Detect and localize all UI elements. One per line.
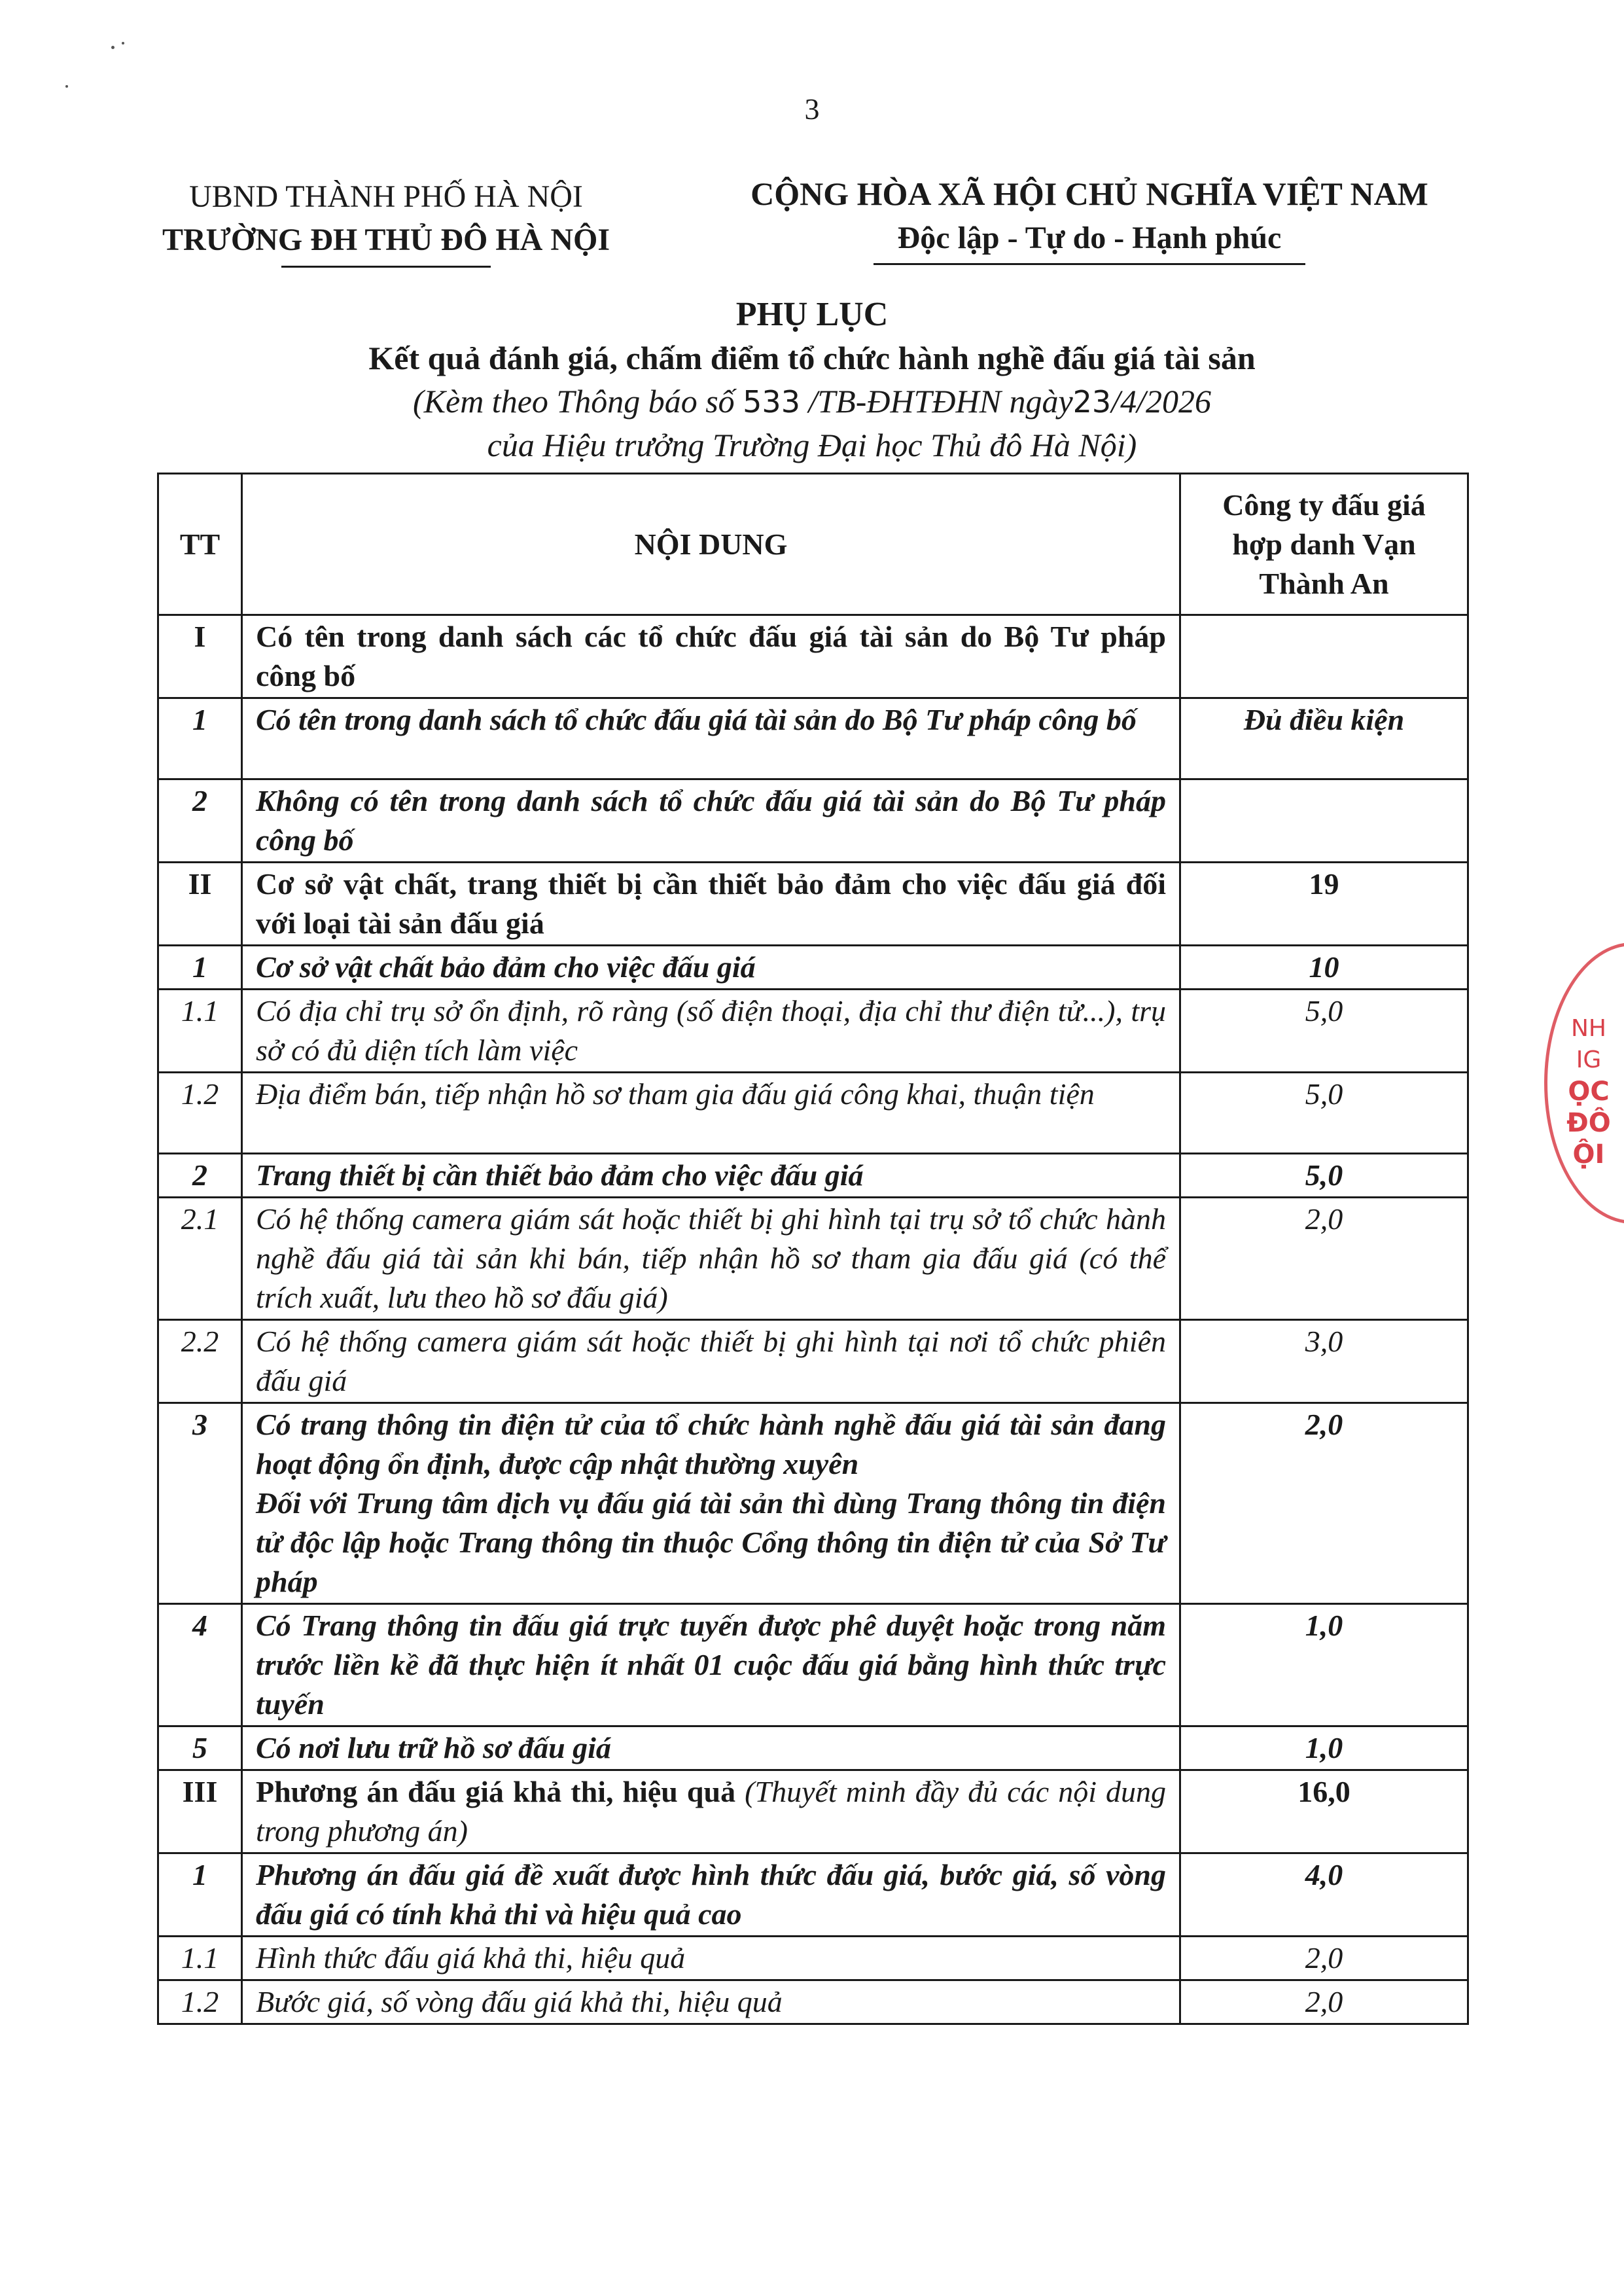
table-row xyxy=(158,1320,1468,1403)
stamp-line: ỘI xyxy=(1572,1139,1605,1170)
appendix-reference xyxy=(0,380,1624,423)
stamp-text xyxy=(1562,1013,1615,1170)
row-tt: 2 xyxy=(158,1154,242,1198)
row-score: 5,0 xyxy=(1180,1073,1468,1154)
row-score: Đủ điều kiện xyxy=(1180,698,1468,779)
stamp-line: IG xyxy=(1576,1046,1602,1073)
national-title: CỘNG HÒA XÃ HỘI CHỦ NGHĨA VIỆT NAM xyxy=(750,175,1428,212)
ref-suffix: /4/2026 xyxy=(1111,383,1211,420)
row-content xyxy=(242,1770,1180,1853)
row-content: Bước giá, số vòng đấu giá khả thi, hiệu quả xyxy=(242,1980,1180,2024)
row-content-extra: Đối với Trung tâm dịch vụ đấu giá tài sản thì dùng Trang thông tin điện tử độc lập hoặc Trang thông tin thuộc Cổng thông tin điện tử của Sở Tư pháp xyxy=(256,1486,1166,1598)
row-tt: 2.2 xyxy=(158,1320,242,1403)
row-score: 1,0 xyxy=(1180,1604,1468,1726)
row-content-main: Có trang thông tin điện tử của tổ chức hành nghề đấu giá tài sản đang hoạt động ổn định, được cập nhật thường xuyên xyxy=(256,1408,1166,1480)
table-row xyxy=(158,1980,1468,2024)
national-header xyxy=(687,171,1492,265)
row-tt: II xyxy=(158,863,242,946)
row-tt: 5 xyxy=(158,1726,242,1770)
evaluation-table xyxy=(157,473,1469,2025)
row-content: Cơ sở vật chất bảo đảm cho việc đấu giá xyxy=(242,946,1180,990)
scan-speck xyxy=(111,46,115,49)
ref-number-handwritten: 533 xyxy=(743,384,800,420)
ref-middle: /TB-ĐHTĐHN ngày xyxy=(800,383,1073,420)
scan-speck xyxy=(122,42,124,45)
row-content: Hình thức đấu giá khả thi, hiệu quả xyxy=(242,1937,1180,1980)
row-tt: III xyxy=(158,1770,242,1853)
row-content-note: (Thuyết minh đầy đủ các nội dung trong phương án) xyxy=(256,1775,1167,1848)
col-header-tt: TT xyxy=(158,474,242,615)
table-row xyxy=(158,615,1468,698)
row-score: 19 xyxy=(1180,863,1468,946)
row-content: Có Trang thông tin đấu giá trực tuyến được phê duyệt hoặc trong năm trước liền kề đã thực hiện ít nhất 01 cuộc đấu giá bằng hình thức trực tuyến xyxy=(242,1604,1180,1726)
row-content: Trang thiết bị cần thiết bảo đảm cho việc đấu giá xyxy=(242,1154,1180,1198)
row-tt: 1.1 xyxy=(158,1937,242,1980)
row-content: Có địa chỉ trụ sở ổn định, rõ ràng (số điện thoại, địa chỉ thư điện tử...), trụ sở có đủ diện tích làm việc xyxy=(242,990,1180,1073)
table-row xyxy=(158,1198,1468,1320)
row-score: 2,0 xyxy=(1180,1403,1468,1604)
table-row xyxy=(158,698,1468,779)
row-tt: 3 xyxy=(158,1403,242,1604)
appendix-title xyxy=(0,293,1624,467)
stamp-line: ĐÔ xyxy=(1566,1108,1611,1138)
table-row xyxy=(158,779,1468,863)
row-tt: 2 xyxy=(158,779,242,863)
row-content: Phương án đấu giá đề xuất được hình thức đấu giá, bước giá, số vòng đấu giá có tính khả thi và hiệu quả cao xyxy=(242,1853,1180,1937)
col-header-content: NỘI DUNG xyxy=(242,474,1180,615)
table-row xyxy=(158,1154,1468,1198)
appendix-subtitle: Kết quả đánh giá, chấm điểm tổ chức hành nghề đấu giá tài sản xyxy=(368,340,1256,376)
row-content: Địa điểm bán, tiếp nhận hồ sơ tham gia đấu giá công khai, thuận tiện xyxy=(242,1073,1180,1154)
row-content: Có tên trong danh sách các tổ chức đấu giá tài sản do Bộ Tư pháp công bố xyxy=(242,615,1180,698)
national-motto: Độc lập - Tự do - Hạnh phúc xyxy=(897,221,1282,255)
issuer-org: UBND THÀNH PHỐ HÀ NỘI xyxy=(189,179,583,214)
row-tt: 1 xyxy=(158,1853,242,1937)
row-tt: 1.1 xyxy=(158,990,242,1073)
row-score: 4,0 xyxy=(1180,1853,1468,1937)
row-tt: 1 xyxy=(158,946,242,990)
row-score: 10 xyxy=(1180,946,1468,990)
row-score: 3,0 xyxy=(1180,1320,1468,1403)
row-tt: 1.2 xyxy=(158,1073,242,1154)
ref-day-handwritten: 23 xyxy=(1072,384,1112,420)
row-content-main: Phương án đấu giá khả thi, hiệu quả xyxy=(256,1775,736,1808)
appendix-issuer: của Hiệu trưởng Trường Đại học Thủ đô Hà Nội) xyxy=(487,427,1137,463)
motto-underline xyxy=(874,263,1305,265)
row-score: 5,0 xyxy=(1180,1154,1468,1198)
row-score: 2,0 xyxy=(1180,1937,1468,1980)
page-number: 3 xyxy=(804,92,820,126)
table-row xyxy=(158,990,1468,1073)
table-row xyxy=(158,1726,1468,1770)
row-score: 2,0 xyxy=(1180,1198,1468,1320)
row-tt: 2.1 xyxy=(158,1198,242,1320)
issuer-school: TRƯỜNG ĐH THỦ ĐÔ HÀ NỘI xyxy=(162,223,610,257)
table-row xyxy=(158,1937,1468,1980)
row-score xyxy=(1180,779,1468,863)
issuer-header xyxy=(98,175,674,268)
row-content: Có tên trong danh sách tổ chức đấu giá tài sản do Bộ Tư pháp công bố xyxy=(242,698,1180,779)
row-score: 2,0 xyxy=(1180,1980,1468,2024)
stamp-line: ỌC xyxy=(1568,1077,1610,1107)
table-header-row xyxy=(158,474,1468,615)
row-tt: 1.2 xyxy=(158,1980,242,2024)
appendix-heading: PHỤ LỤC xyxy=(735,296,889,333)
table-row xyxy=(158,1403,1468,1604)
issuer-underline xyxy=(281,266,491,268)
ref-prefix: (Kèm theo Thông báo số xyxy=(413,383,743,420)
row-content: Có nơi lưu trữ hồ sơ đấu giá xyxy=(242,1726,1180,1770)
table-row xyxy=(158,1073,1468,1154)
row-content: Cơ sở vật chất, trang thiết bị cần thiết bảo đảm cho việc đấu giá đối với loại tài sản đấu giá xyxy=(242,863,1180,946)
table-row xyxy=(158,1770,1468,1853)
row-content: Có hệ thống camera giám sát hoặc thiết bị ghi hình tại trụ sở tổ chức hành nghề đấu giá tài sản khi bán, tiếp nhận hồ sơ tham gia đấu giá (có thể trích xuất, lưu theo hồ sơ đấu giá) xyxy=(242,1198,1180,1320)
row-content: Không có tên trong danh sách tổ chức đấu giá tài sản do Bộ Tư pháp công bố xyxy=(242,779,1180,863)
scan-speck xyxy=(65,85,68,88)
table-row xyxy=(158,1853,1468,1937)
col-header-company: Công ty đấu giá hợp danh Vạn Thành An xyxy=(1180,474,1468,615)
row-tt: I xyxy=(158,615,242,698)
row-content xyxy=(242,1403,1180,1604)
row-score: 16,0 xyxy=(1180,1770,1468,1853)
row-tt: 4 xyxy=(158,1604,242,1726)
row-score: 1,0 xyxy=(1180,1726,1468,1770)
stamp-line: NH xyxy=(1571,1015,1606,1042)
row-tt: 1 xyxy=(158,698,242,779)
row-score xyxy=(1180,615,1468,698)
table-row xyxy=(158,946,1468,990)
table-row xyxy=(158,1604,1468,1726)
table-row xyxy=(158,863,1468,946)
row-score: 5,0 xyxy=(1180,990,1468,1073)
row-content: Có hệ thống camera giám sát hoặc thiết bị ghi hình tại nơi tổ chức phiên đấu giá xyxy=(242,1320,1180,1403)
